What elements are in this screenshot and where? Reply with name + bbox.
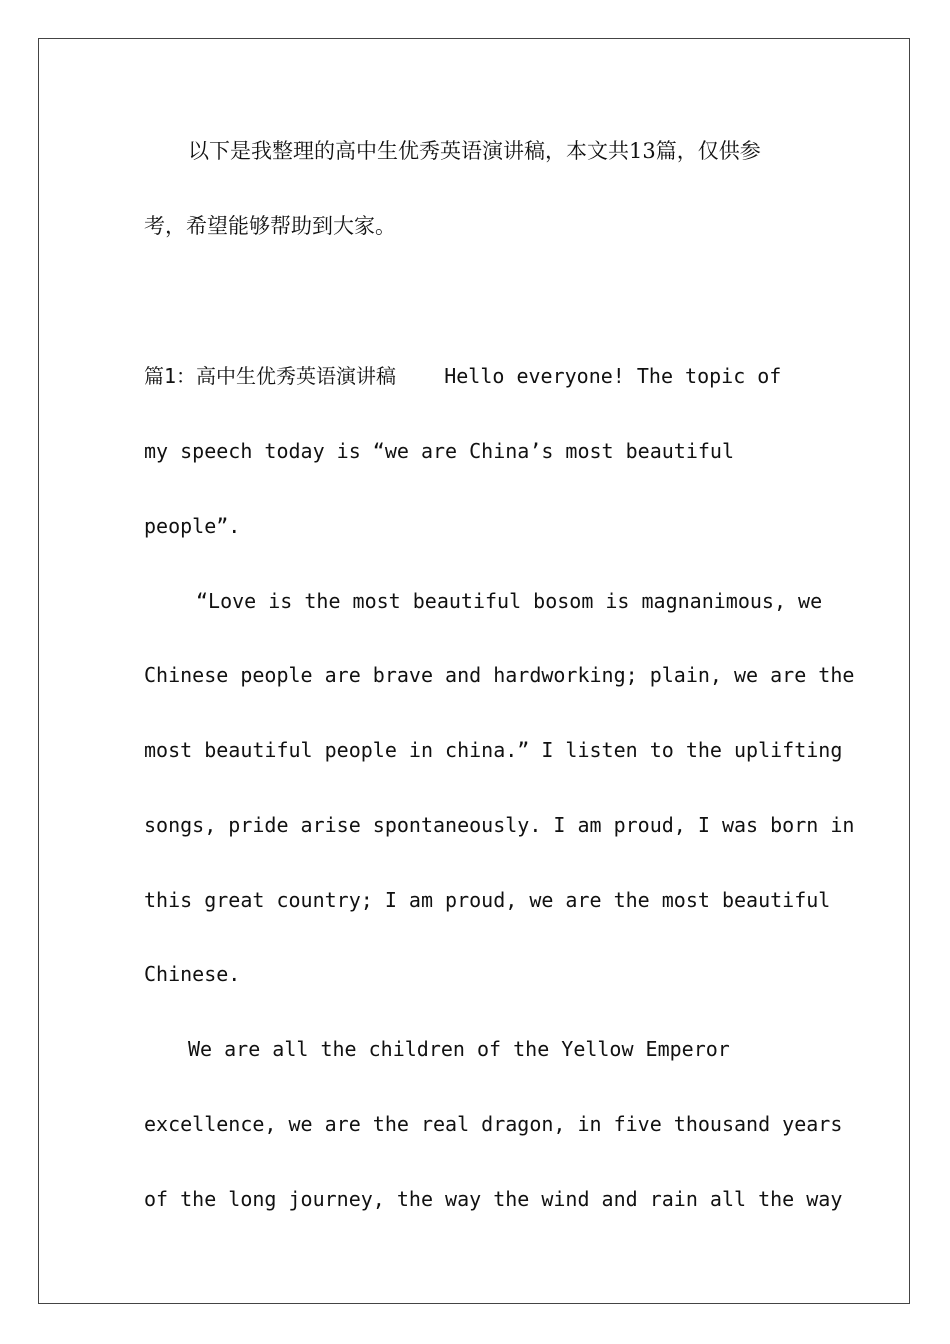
intro-line-1: 以下是我整理的高中生优秀英语演讲稿，本文共13篇，仅供参 (188, 139, 761, 163)
body-line: Chinese people are brave and hardworking; plain, we are the (144, 663, 855, 687)
body-line: this great country; I am proud, we are the most beautiful (144, 888, 831, 912)
article-heading-line: 篇1：高中生优秀英语演讲稿 Hello everyone! The topic of (144, 364, 782, 388)
body-line: most beautiful people in china.” I listen to the uplifting (144, 738, 843, 762)
body-line: We are all the children of the Yellow Emperor (188, 1037, 730, 1061)
body-line: my speech today is “we are China’s most beautiful (144, 439, 735, 463)
body-line: of the long journey, the way the wind and rain all the way (144, 1187, 843, 1211)
body-line: excellence, we are the real dragon, in five thousand years (144, 1112, 843, 1136)
intro-line-2: 考，希望能够帮助到大家。 (144, 214, 396, 238)
body-line: songs, pride arise spontaneously. I am proud, I was born in (144, 813, 855, 837)
body-line: Chinese. (144, 962, 241, 986)
body-line: “Love is the most beautiful bosom is magnanimous, we (196, 589, 823, 613)
body-line: people”. (144, 514, 241, 538)
